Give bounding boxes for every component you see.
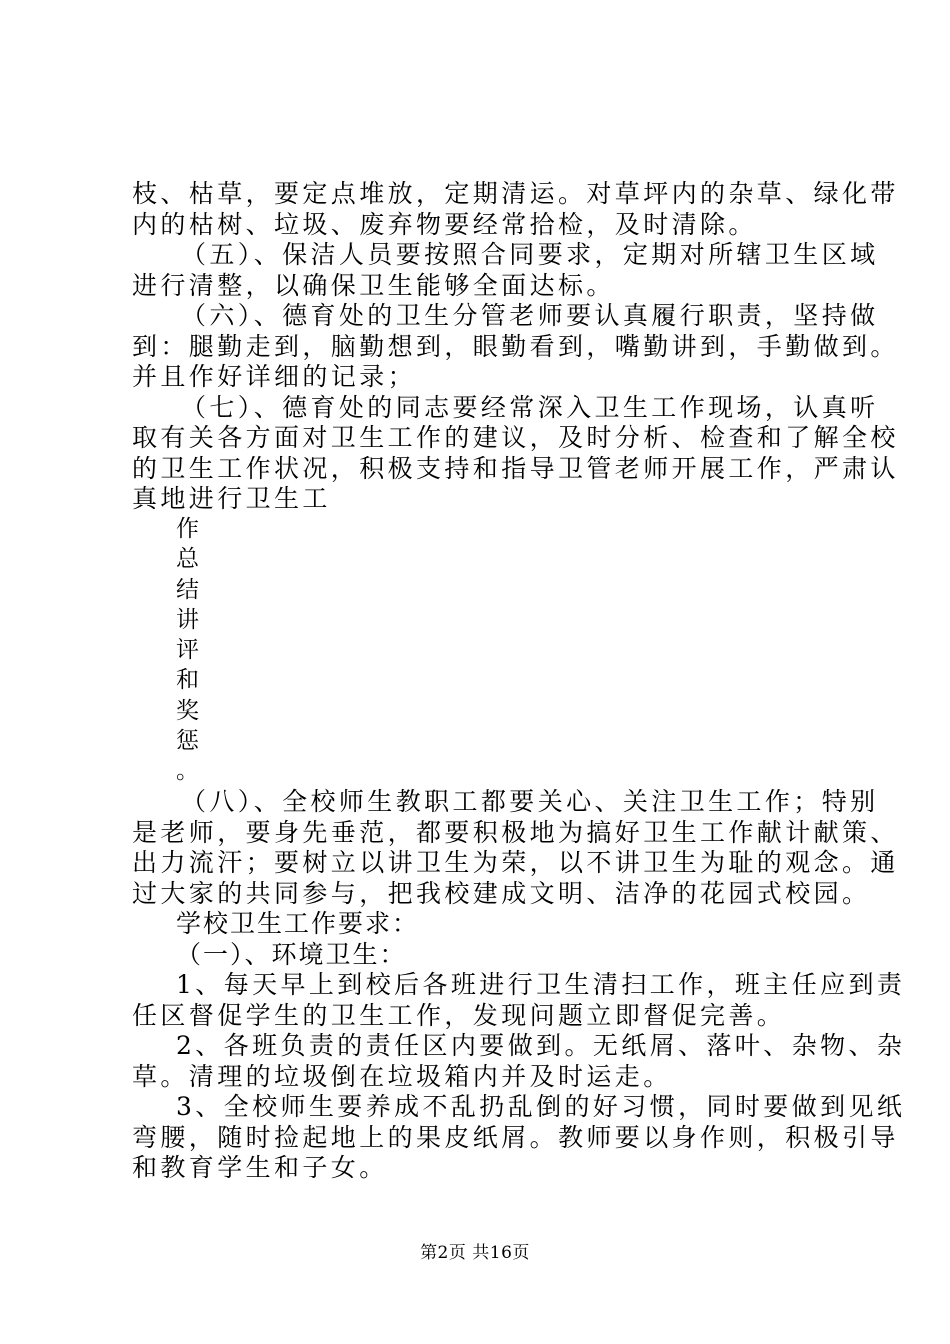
paragraph-line: （八）、全校师生教职工都要关心、关注卫生工作；特别 xyxy=(181,787,879,816)
paragraph-line: 出力流汗；要树立以讲卫生为荣，以不讲卫生为耻的观念。通 xyxy=(132,848,899,877)
paragraph-line: 1、每天早上到校后各班进行卫生清扫工作，班主任应到责 xyxy=(176,970,906,999)
paragraph-line: 枝、枯草，要定点堆放，定期清运。对草坪内的杂草、绿化带 xyxy=(132,179,899,208)
vertical-char: 。 xyxy=(176,758,199,784)
paragraph-line: 真地进行卫生工 xyxy=(132,484,331,513)
paragraph-line: 并且作好详细的记录； xyxy=(132,362,417,391)
section-heading: 学校卫生工作要求： xyxy=(176,909,420,938)
paragraph-line: 任区督促学生的卫生工作，发现问题立即督促完善。 xyxy=(132,1001,786,1030)
paragraph-line: 2、各班负责的责任区内要做到。无纸屑、落叶、杂物、杂 xyxy=(176,1031,906,1060)
vertical-char: 评 xyxy=(176,637,199,663)
section-heading: （一）、环境卫生： xyxy=(176,940,407,969)
paragraph-line: （六）、德育处的卫生分管老师要认真履行职责，坚持做 xyxy=(181,301,879,330)
paragraph-line: （五）、保洁人员要按照合同要求，定期对所辖卫生区域 xyxy=(181,240,879,269)
paragraph-line: 取有关各方面对卫生工作的建议，及时分析、检查和了解全校 xyxy=(132,423,899,452)
vertical-char: 总 xyxy=(176,546,199,572)
page-number: 第2页 共16页 xyxy=(420,1243,530,1263)
paragraph-line: 过大家的共同参与，把我校建成文明、洁净的花园式校园。 xyxy=(132,879,871,908)
paragraph-line: 内的枯树、垃圾、废弃物要经常拾检，及时清除。 xyxy=(132,210,757,239)
paragraph-line: 到：腿勤走到，脑勤想到，眼勤看到，嘴勤讲到，手勤做到。 xyxy=(132,332,899,361)
paragraph-line: 是老师，要身先垂范，都要积极地为搞好卫生工作献计献策、 xyxy=(132,818,899,847)
vertical-char: 讲 xyxy=(176,607,199,633)
paragraph-line: 的卫生工作状况，积极支持和指导卫管老师开展工作，严肃认 xyxy=(132,454,899,483)
paragraph-line: 和教育学生和子女。 xyxy=(132,1153,388,1182)
vertical-char: 作 xyxy=(176,516,199,542)
paragraph-line: （七）、德育处的同志要经常深入卫生工作现场，认真听 xyxy=(181,393,879,422)
paragraph-line: 弯腰，随时捡起地上的果皮纸屑。教师要以身作则，积极引导 xyxy=(132,1123,899,1152)
paragraph-line: 草。清理的垃圾倒在垃圾箱内并及时运走。 xyxy=(132,1062,672,1091)
paragraph-line: 进行清整，以确保卫生能够全面达标。 xyxy=(132,271,615,300)
paragraph-line: 3、全校师生要养成不乱扔乱倒的好习惯，同时要做到见纸 xyxy=(176,1092,906,1121)
vertical-char: 结 xyxy=(176,577,199,603)
vertical-char: 和 xyxy=(176,667,199,693)
vertical-char: 惩 xyxy=(176,728,199,754)
vertical-char: 奖 xyxy=(176,698,199,724)
